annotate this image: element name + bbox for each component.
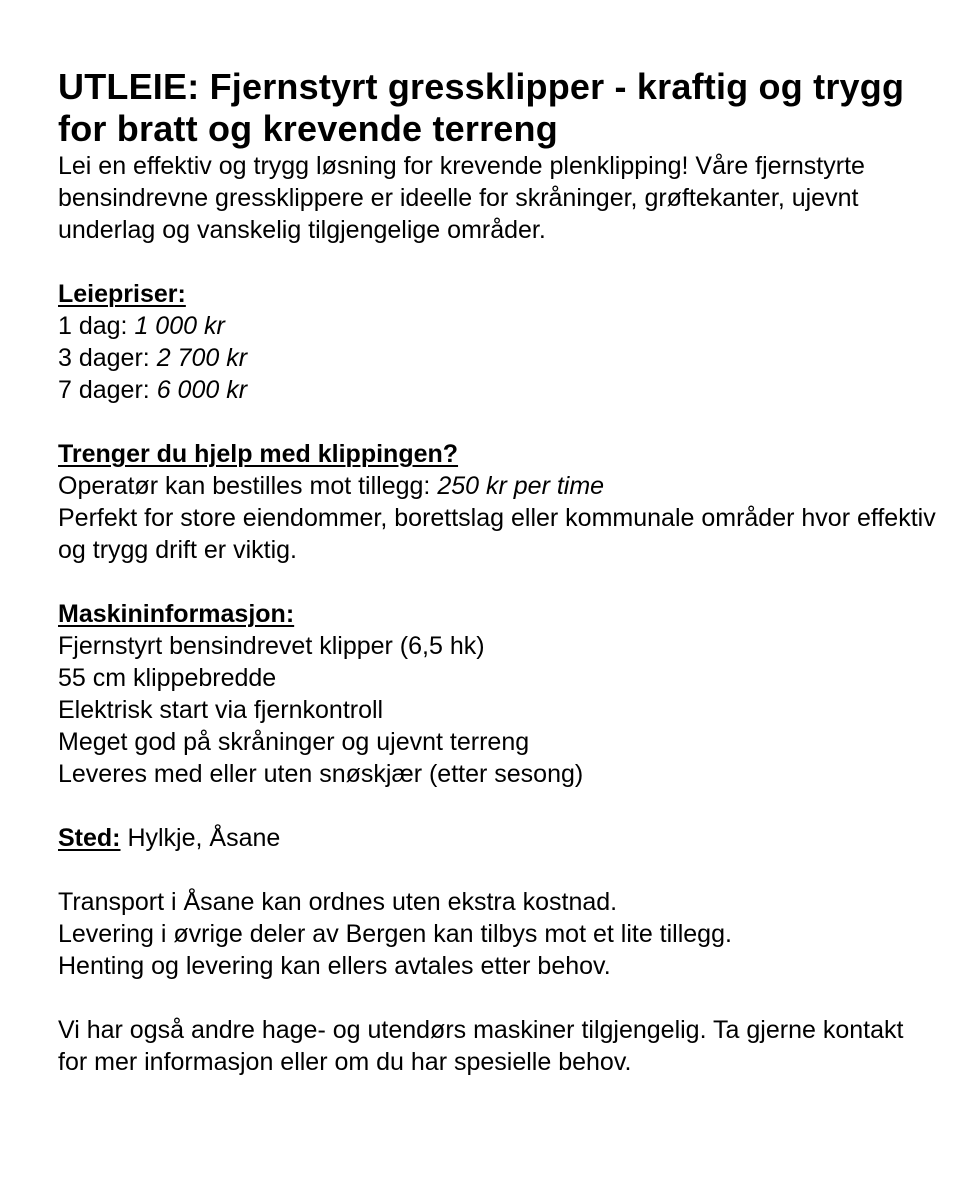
transport-line: Transport i Åsane kan ordnes uten ekstra kostnad. — [58, 888, 618, 916]
prices-section — [58, 278, 938, 406]
price-value: 6 000 kr — [156, 376, 248, 404]
price-value: 1 000 kr — [134, 312, 225, 340]
transport-line: Henting og levering kan ellers avtales etter behov. — [58, 952, 611, 980]
price-label: 3 dager: — [58, 344, 157, 372]
location-value: Hylkje, Åsane — [120, 824, 281, 852]
page-title: UTLEIE: Fjernstyrt gressklipper - kraftig og trygg for bratt og krevende terreng — [58, 66, 905, 149]
price-row — [58, 310, 938, 342]
machine-heading: Maskininformasjon: — [58, 600, 295, 628]
machine-spec-item: Meget god på skråninger og ujevnt terreng — [58, 728, 530, 756]
operator-label: Operatør kan bestilles mot tillegg: — [58, 472, 438, 500]
prices-heading: Leiepriser: — [58, 280, 186, 308]
price-value: 2 700 kr — [156, 344, 248, 372]
machine-spec-item: 55 cm klippebredde — [58, 664, 277, 692]
price-row — [58, 374, 938, 406]
closing-paragraph: Vi har også andre hage- og utendørs maskiner tilgjengelig. Ta gjerne kontakt for mer informasjon eller om du har spesielle behov. — [58, 1016, 904, 1076]
listing-document — [58, 66, 938, 1078]
operator-row — [58, 470, 938, 502]
price-label: 7 dager: — [58, 376, 157, 404]
help-description: Perfekt for store eiendommer, borettslag eller kommunale områder hvor effektiv og trygg drift er viktig. — [58, 504, 936, 564]
help-heading: Trenger du hjelp med klippingen? — [58, 440, 459, 468]
machine-spec-item: Fjernstyrt bensindrevet klipper (6,5 hk) — [58, 632, 485, 660]
transport-line: Levering i øvrige deler av Bergen kan tilbys mot et lite tillegg. — [58, 920, 732, 948]
intro-paragraph: Lei en effektiv og trygg løsning for krevende plenklipping! Våre fjernstyrte bensindrevne gressklippere er ideelle for skråninger, grøftekanter, ujevnt underlag og vanskelig tilgjengelige områder. — [58, 152, 865, 244]
location-row — [58, 822, 938, 854]
operator-price: 250 kr per time — [437, 472, 605, 500]
price-row — [58, 342, 938, 374]
location-heading: Sted: — [58, 824, 121, 852]
price-label: 1 dag: — [58, 312, 135, 340]
machine-section — [58, 598, 938, 790]
machine-spec-item: Elektrisk start via fjernkontroll — [58, 696, 384, 724]
transport-section — [58, 886, 938, 982]
help-section — [58, 438, 938, 566]
machine-spec-item: Leveres med eller uten snøskjær (etter sesong) — [58, 760, 584, 788]
